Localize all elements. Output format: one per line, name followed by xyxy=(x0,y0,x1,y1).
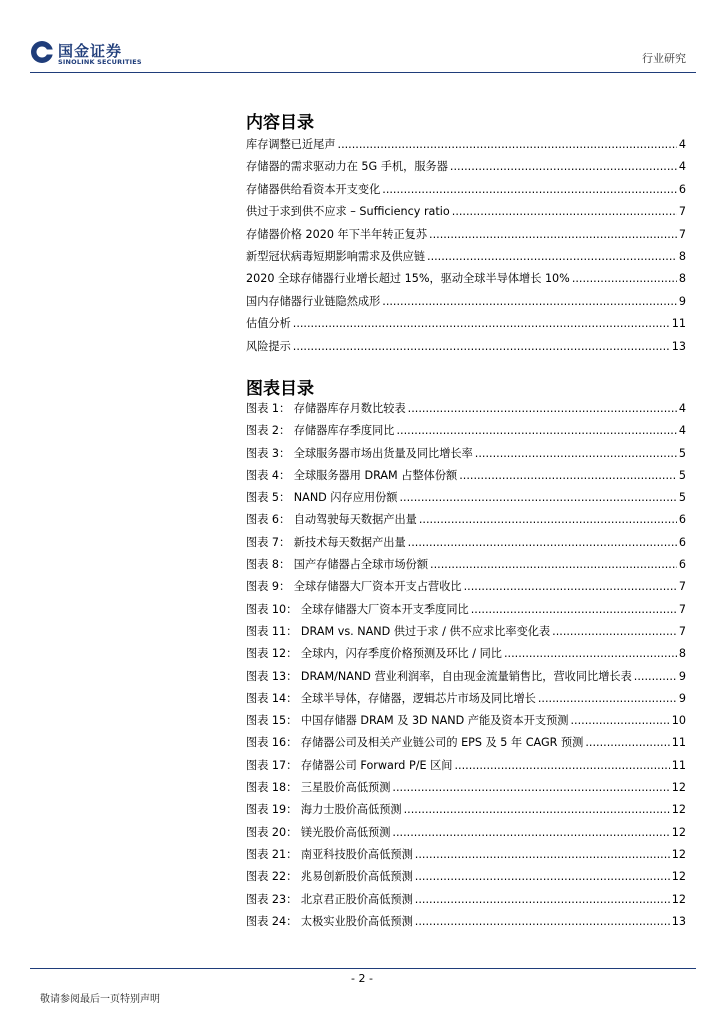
dot-leader xyxy=(399,491,676,504)
dot-leader xyxy=(452,205,677,218)
dot-leader xyxy=(293,340,670,353)
figure-entry[interactable] xyxy=(246,578,686,600)
figure-entry[interactable] xyxy=(246,467,686,489)
figure-entry[interactable] xyxy=(246,445,686,467)
entry-label: 存储器价格 2020 年下半年转正复苏 xyxy=(246,227,428,241)
entry-label: 图表 17： 存储器公司 Forward P/E 区间 xyxy=(246,758,453,772)
figure-entry[interactable] xyxy=(246,779,686,801)
entry-page: 8 xyxy=(678,249,686,263)
dot-leader xyxy=(419,513,677,526)
entry-label: 图表 14： 全球半导体，存储器，逻辑芯片市场及同比增长 xyxy=(246,691,536,705)
dot-leader xyxy=(475,447,677,460)
figure-entry[interactable] xyxy=(246,891,686,913)
dot-leader xyxy=(429,228,677,241)
dot-leader xyxy=(396,424,676,437)
entry-label: 估值分析 xyxy=(246,317,291,331)
dot-leader xyxy=(454,759,669,772)
entry-page: 8 xyxy=(678,647,686,661)
contents-title: 内容目录 xyxy=(246,113,314,133)
dot-leader xyxy=(338,138,677,151)
entry-label: 存储器的需求驱动力在 5G 手机，服务器 xyxy=(246,160,448,174)
disclaimer: 敬请参阅最后一页特别声明 xyxy=(40,994,160,1005)
figure-entry[interactable] xyxy=(246,801,686,823)
contents-list xyxy=(246,136,686,360)
entry-page: 11 xyxy=(671,317,686,331)
figure-entry[interactable] xyxy=(246,422,686,444)
figure-entry[interactable] xyxy=(246,645,686,667)
entry-label: 库存调整已近尾声 xyxy=(246,138,336,151)
dot-leader xyxy=(552,625,677,638)
entry-page: 12 xyxy=(671,892,686,906)
dot-leader xyxy=(404,803,670,816)
entry-label: 图表 2： 存储器库存季度同比 xyxy=(246,424,395,438)
entry-page: 12 xyxy=(671,781,686,795)
entry-page: 12 xyxy=(671,803,686,817)
entry-label: 图表 3： 全球服务器市场出货量及同比增长率 xyxy=(246,446,473,460)
entry-label: 图表 21： 南亚科技股价高低预测 xyxy=(246,847,413,861)
dot-leader xyxy=(459,469,677,482)
entry-label: 图表 10： 全球存储器大厂资本开支季度同比 xyxy=(246,602,469,616)
footer-divider xyxy=(30,968,696,969)
entry-page: 7 xyxy=(678,602,686,616)
entry-label: 图表 15： 中国存储器 DRAM 及 3D NAND 产能及资本开支预测 xyxy=(246,714,569,728)
logo-text-cn: 国金证券 xyxy=(58,42,123,60)
entry-page: 5 xyxy=(678,468,686,482)
figure-entry[interactable] xyxy=(246,400,686,422)
entry-page: 8 xyxy=(678,272,686,286)
figure-entry[interactable] xyxy=(246,868,686,890)
entry-page: 13 xyxy=(671,339,686,353)
figure-entry[interactable] xyxy=(246,712,686,734)
entry-page: 13 xyxy=(671,914,686,928)
entry-page: 9 xyxy=(678,669,686,683)
entry-label: 图表 19： 海力士股价高低预测 xyxy=(246,803,402,817)
entry-page: 12 xyxy=(671,825,686,839)
figure-entry[interactable] xyxy=(246,668,686,690)
toc-entry[interactable] xyxy=(246,203,686,225)
entry-label: 图表 9： 全球存储器大厂资本开支占营收比 xyxy=(246,580,462,594)
logo-icon xyxy=(30,40,54,64)
dot-leader xyxy=(634,670,677,683)
entry-label: 2020 全球存储器行业增长超过 15%，驱动全球半导体增长 10% xyxy=(246,272,570,286)
entry-label: 图表 7： 新技术每天数据产出量 xyxy=(246,535,406,549)
company-logo xyxy=(30,38,140,70)
entry-label: 图表 6： 自动驾驶每天数据产出量 xyxy=(246,513,417,527)
dot-leader xyxy=(415,870,670,883)
entry-page: 9 xyxy=(678,691,686,705)
entry-page: 7 xyxy=(678,580,686,594)
dot-leader xyxy=(415,893,670,906)
toc-entry[interactable] xyxy=(246,270,686,292)
entry-label: 图表 16： 存储器公司及相关产业链公司的 EPS 及 5 年 CAGR 预测 xyxy=(246,736,584,750)
entry-page: 4 xyxy=(678,160,686,174)
entry-page: 7 xyxy=(678,227,686,241)
entry-page: 5 xyxy=(678,491,686,505)
dot-leader xyxy=(408,402,677,415)
entry-page: 10 xyxy=(671,714,686,728)
entry-label: 存储器供给看资本开支变化 xyxy=(246,182,381,196)
dot-leader xyxy=(572,272,677,285)
entry-page: 5 xyxy=(678,446,686,460)
entry-label: 供过于求到供不应求 – Sufficiency ratio xyxy=(246,205,450,219)
dot-leader xyxy=(382,183,677,196)
entry-label: 图表 24： 太极实业股价高低预测 xyxy=(246,914,413,928)
entry-label: 图表 22： 兆易创新股价高低预测 xyxy=(246,870,413,884)
dot-leader xyxy=(392,826,669,839)
figure-entry[interactable] xyxy=(246,623,686,645)
page-header xyxy=(0,0,724,80)
dot-leader xyxy=(464,580,677,593)
entry-page: 9 xyxy=(678,294,686,308)
entry-label: 国内存储器行业链隐然成形 xyxy=(246,294,381,308)
figure-entry[interactable] xyxy=(246,556,686,578)
toc-entry[interactable] xyxy=(246,248,686,270)
entry-label: 新型冠状病毒短期影响需求及供应链 xyxy=(246,249,426,263)
header-divider xyxy=(30,72,696,73)
entry-label: 图表 12： 全球内，闪存季度价格预测及环比 / 同比 xyxy=(246,647,502,661)
entry-label: 图表 8： 国产存储器占全球市场份额 xyxy=(246,558,429,572)
entry-page: 6 xyxy=(678,535,686,549)
figure-entry[interactable] xyxy=(246,824,686,846)
dot-leader xyxy=(382,295,677,308)
figure-entry[interactable] xyxy=(246,913,686,935)
dot-leader xyxy=(585,736,669,749)
figure-entry[interactable] xyxy=(246,489,686,511)
entry-page: 6 xyxy=(678,182,686,196)
page-number: - 2 - xyxy=(351,972,373,985)
entry-page: 12 xyxy=(671,870,686,884)
figure-entry[interactable] xyxy=(246,846,686,868)
entry-page: 7 xyxy=(678,205,686,219)
entry-label: 图表 20： 镁光股价高低预测 xyxy=(246,825,391,839)
dot-leader xyxy=(570,714,669,727)
entry-page: 11 xyxy=(671,758,686,772)
figure-entry[interactable] xyxy=(246,601,686,623)
entry-label: 图表 13： DRAM/NAND 营业利润率，自由现金流量销售比，营收同比增长表 xyxy=(246,669,632,683)
toc-entry[interactable] xyxy=(246,136,686,158)
logo-text-en: SINOLINK SECURITIES xyxy=(58,58,142,66)
entry-page: 12 xyxy=(671,847,686,861)
figure-entry[interactable] xyxy=(246,757,686,779)
dot-leader xyxy=(450,160,677,173)
entry-label: 图表 11： DRAM vs. NAND 供过于求 / 供不应求比率变化表 xyxy=(246,624,551,638)
entry-label: 图表 4： 全球服务器用 DRAM 占整体份额 xyxy=(246,468,458,482)
entry-page: 6 xyxy=(678,558,686,572)
dot-leader xyxy=(415,915,670,928)
toc-entry[interactable] xyxy=(246,181,686,203)
figures-list xyxy=(246,400,686,935)
toc-entry[interactable] xyxy=(246,338,686,360)
dot-leader xyxy=(415,848,670,861)
entry-label: 图表 5： NAND 闪存应用份额 xyxy=(246,491,398,505)
entry-page: 7 xyxy=(678,624,686,638)
dot-leader xyxy=(408,536,677,549)
entry-label: 风险提示 xyxy=(246,339,291,353)
dot-leader xyxy=(538,692,677,705)
figure-entry[interactable] xyxy=(246,690,686,712)
toc-entry[interactable] xyxy=(246,315,686,337)
entry-page: 6 xyxy=(678,513,686,527)
figure-entry[interactable] xyxy=(246,511,686,533)
entry-page: 4 xyxy=(678,138,686,151)
figure-entry[interactable] xyxy=(246,534,686,556)
report-type: 行业研究 xyxy=(642,52,686,65)
toc-entry[interactable] xyxy=(246,293,686,315)
entry-label: 图表 1： 存储器库存月数比较表 xyxy=(246,402,406,415)
dot-leader xyxy=(471,603,677,616)
dot-leader xyxy=(504,647,677,660)
dot-leader xyxy=(392,781,669,794)
dot-leader xyxy=(427,250,677,263)
toc-entry[interactable] xyxy=(246,226,686,248)
entry-label: 图表 18： 三星股价高低预测 xyxy=(246,781,391,795)
entry-label: 图表 23： 北京君正股价高低预测 xyxy=(246,892,413,906)
entry-page: 11 xyxy=(671,736,686,750)
dot-leader xyxy=(293,317,670,330)
figure-entry[interactable] xyxy=(246,734,686,756)
figures-title: 图表目录 xyxy=(246,379,314,399)
toc-entry[interactable] xyxy=(246,158,686,180)
entry-page: 4 xyxy=(678,424,686,438)
dot-leader xyxy=(430,558,677,571)
entry-page: 4 xyxy=(678,402,686,415)
